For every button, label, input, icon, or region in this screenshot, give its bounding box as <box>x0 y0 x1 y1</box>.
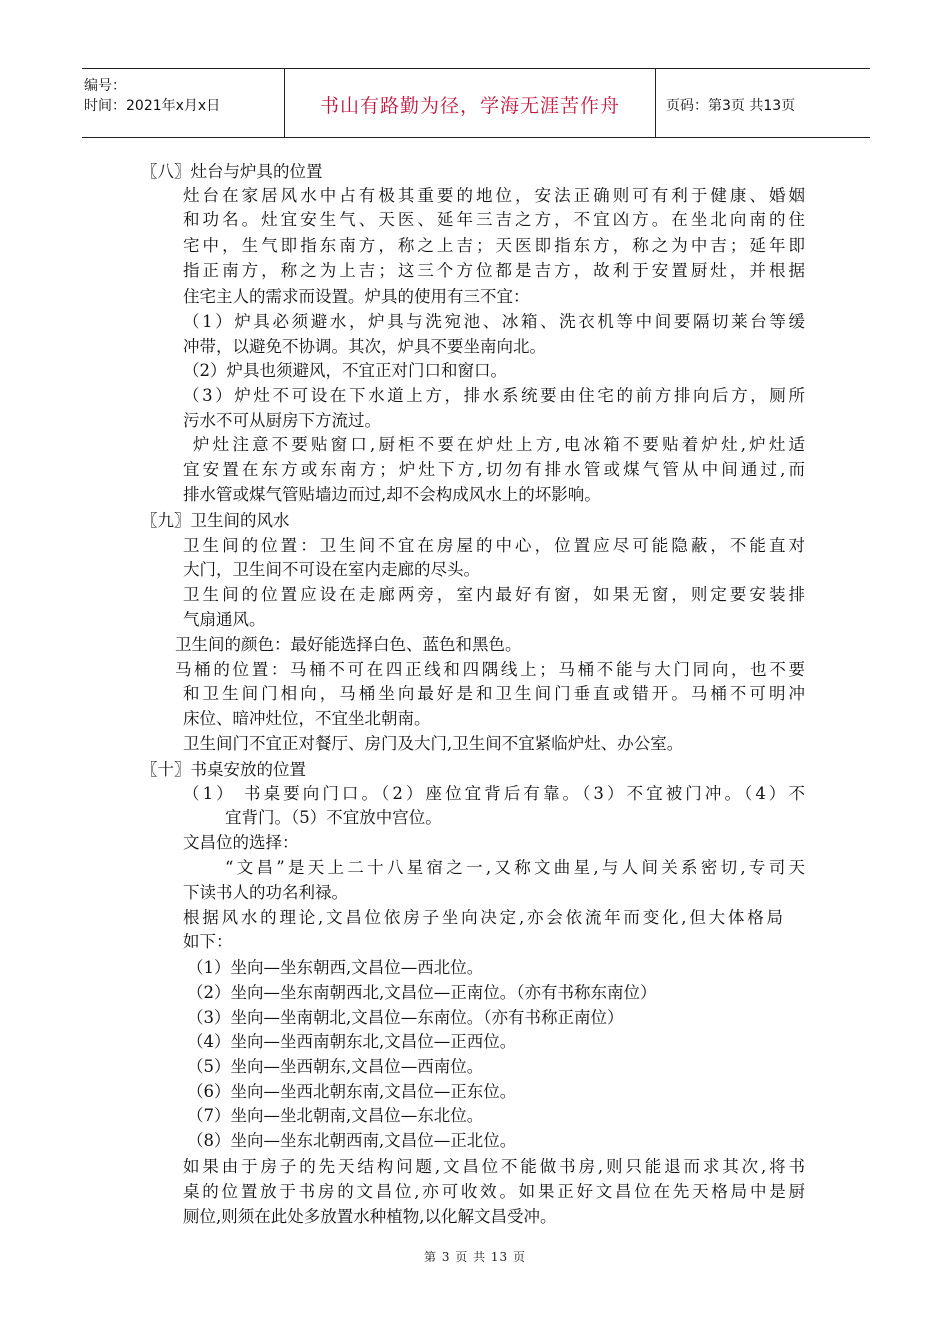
paragraph-line: 排水管或煤气管贴墙边而过,却不会构成风水上的坏影响。 <box>183 485 601 504</box>
paragraph-line: 灶台在家居风水中占有极其重要的地位，安法正确则可有利于健康、婚姻 <box>183 186 805 205</box>
paragraph-line: 冲带，以避免不协调。其次，炉具不要坐南向北。 <box>183 337 546 356</box>
list-item: （5）坐向—坐西朝东,文昌位—西南位。 <box>187 1057 484 1076</box>
list-item: （8）坐向—坐东北朝西南,文昌位—正北位。 <box>187 1131 517 1150</box>
paragraph-line: （1） 书桌要向门口。（2）座位宜背后有靠。（3）不宜被门冲。（4）不 <box>183 784 805 803</box>
header-page-cell <box>656 69 870 137</box>
paragraph-line: 卫生间的位置：卫生间不宜在房屋的中心，位置应尽可能隐蔽，不能直对 <box>183 536 805 555</box>
paragraph-line: 桌的位置放于书房的文昌位,亦可收效。如果正好文昌位在先天格局中是厨 <box>183 1182 805 1201</box>
paragraph-line: 卫生间的颜色：最好能选择白色、蓝色和黑色。 <box>175 635 522 654</box>
section-10-heading: 〖十〗书桌安放的位置 <box>141 760 306 779</box>
list-item: （7）坐向—坐北朝南,文昌位—东北位。 <box>187 1106 484 1125</box>
paragraph-line: 如下： <box>183 932 233 951</box>
page-label: 页码：第3页 共13页 <box>666 98 796 114</box>
section-9-heading: 〖九〗卫生间的风水 <box>141 511 290 530</box>
paragraph-line: 住宅主人的需求而设置。炉具的使用有三不宜： <box>183 287 530 306</box>
paragraph-line: 大门，卫生间不可设在室内走廊的尽头。 <box>183 560 480 579</box>
number-label: 编号： <box>84 78 126 94</box>
paragraph-line: 指正南方，称之为上吉；这三个方位都是吉方，故利于安置厨灶，并根据 <box>183 261 805 280</box>
paragraph-line: （2）炉具也须避风，不宜正对门口和窗口。 <box>183 361 507 380</box>
list-item: （6）坐向—坐西北朝东南,文昌位—正东位。 <box>187 1082 517 1101</box>
list-item: （3）坐向—坐南朝北,文昌位—东南位。（亦有书称正南位） <box>187 1008 624 1027</box>
page-header <box>82 68 870 138</box>
paragraph-line: 和功名。灶宜安生气、天医、延年三吉之方，不宜凶方。在坐北向南的住 <box>183 210 805 229</box>
paragraph-line: 如果由于房子的先天结构问题,文昌位不能做书房,则只能退而求其次,将书 <box>183 1157 805 1176</box>
header-motto-cell <box>285 69 656 137</box>
list-item: （2）坐向—坐东南朝西北,文昌位—正南位。（亦有书称东南位） <box>187 983 657 1002</box>
paragraph-line: 根据风水的理论,文昌位依房子坐向决定,亦会依流年而变化,但大体格局 <box>183 908 783 927</box>
paragraph-line: “文昌”是天上二十八星宿之一,又称文曲星,与人间关系密切,专司天 <box>225 858 805 877</box>
paragraph-line: 炉灶注意不要贴窗口,厨柜不要在炉灶上方,电冰箱不要贴着炉灶,炉灶适 <box>193 435 805 454</box>
paragraph-line: 和卫生间门相向，马桶坐向最好是和卫生间门垂直或错开。马桶不可明冲 <box>183 684 805 703</box>
list-item: （1）坐向—坐东朝西,文昌位—西北位。 <box>187 958 484 977</box>
paragraph-line: （3）炉灶不可设在下水道上方，排水系统要由住宅的前方排向后方，厕所 <box>183 386 805 405</box>
list-item: （4）坐向—坐西南朝东北,文昌位—正西位。 <box>187 1032 517 1051</box>
section-8-heading: 〖八〗灶台与炉具的位置 <box>141 162 323 181</box>
paragraph-line: 卫生间门不宜正对餐厅、房门及大门,卫生间不宜紧临炉灶、办公室。 <box>183 734 684 753</box>
paragraph-line: （1）炉具必须避水，炉具与洗宛池、冰箱、洗衣机等中间要隔切莱台等缓 <box>183 312 805 331</box>
header-info-cell <box>82 69 285 137</box>
paragraph-line: 宜安置在东方或东南方；炉灶下方,切勿有排水管或煤气管从中间通过,而 <box>183 460 805 479</box>
paragraph-line: 厕位,则须在此处多放置水种植物,以化解文昌受冲。 <box>183 1207 557 1226</box>
time-label: 时间：2021年x月x日 <box>84 98 221 114</box>
paragraph-line: 气扇通风。 <box>183 610 266 629</box>
paragraph-line: 宅中，生气即指东南方，称之上吉；天医即指东方，称之为中吉；延年即 <box>183 236 805 255</box>
paragraph-line: 文昌位的选择： <box>183 833 299 852</box>
paragraph-line: 下读书人的功名利禄。 <box>183 883 348 902</box>
motto: 书山有路勤为径，学海无涯苦作舟 <box>319 95 620 117</box>
page-footer: 第 3 页 共 13 页 <box>424 1250 526 1264</box>
paragraph-line: 污水不可从厨房下方流过。 <box>183 411 381 430</box>
paragraph-line: 宜背门。（5）不宜放中宫位。 <box>225 808 442 827</box>
paragraph-line: 床位、暗冲灶位，不宜坐北朝南。 <box>183 709 431 728</box>
paragraph-line: 卫生间的位置应设在走廊两旁，室内最好有窗，如果无窗，则定要安装排 <box>183 585 805 604</box>
paragraph-line: 马桶的位置：马桶不可在四正线和四隅线上；马桶不能与大门同向，也不要 <box>175 660 805 679</box>
